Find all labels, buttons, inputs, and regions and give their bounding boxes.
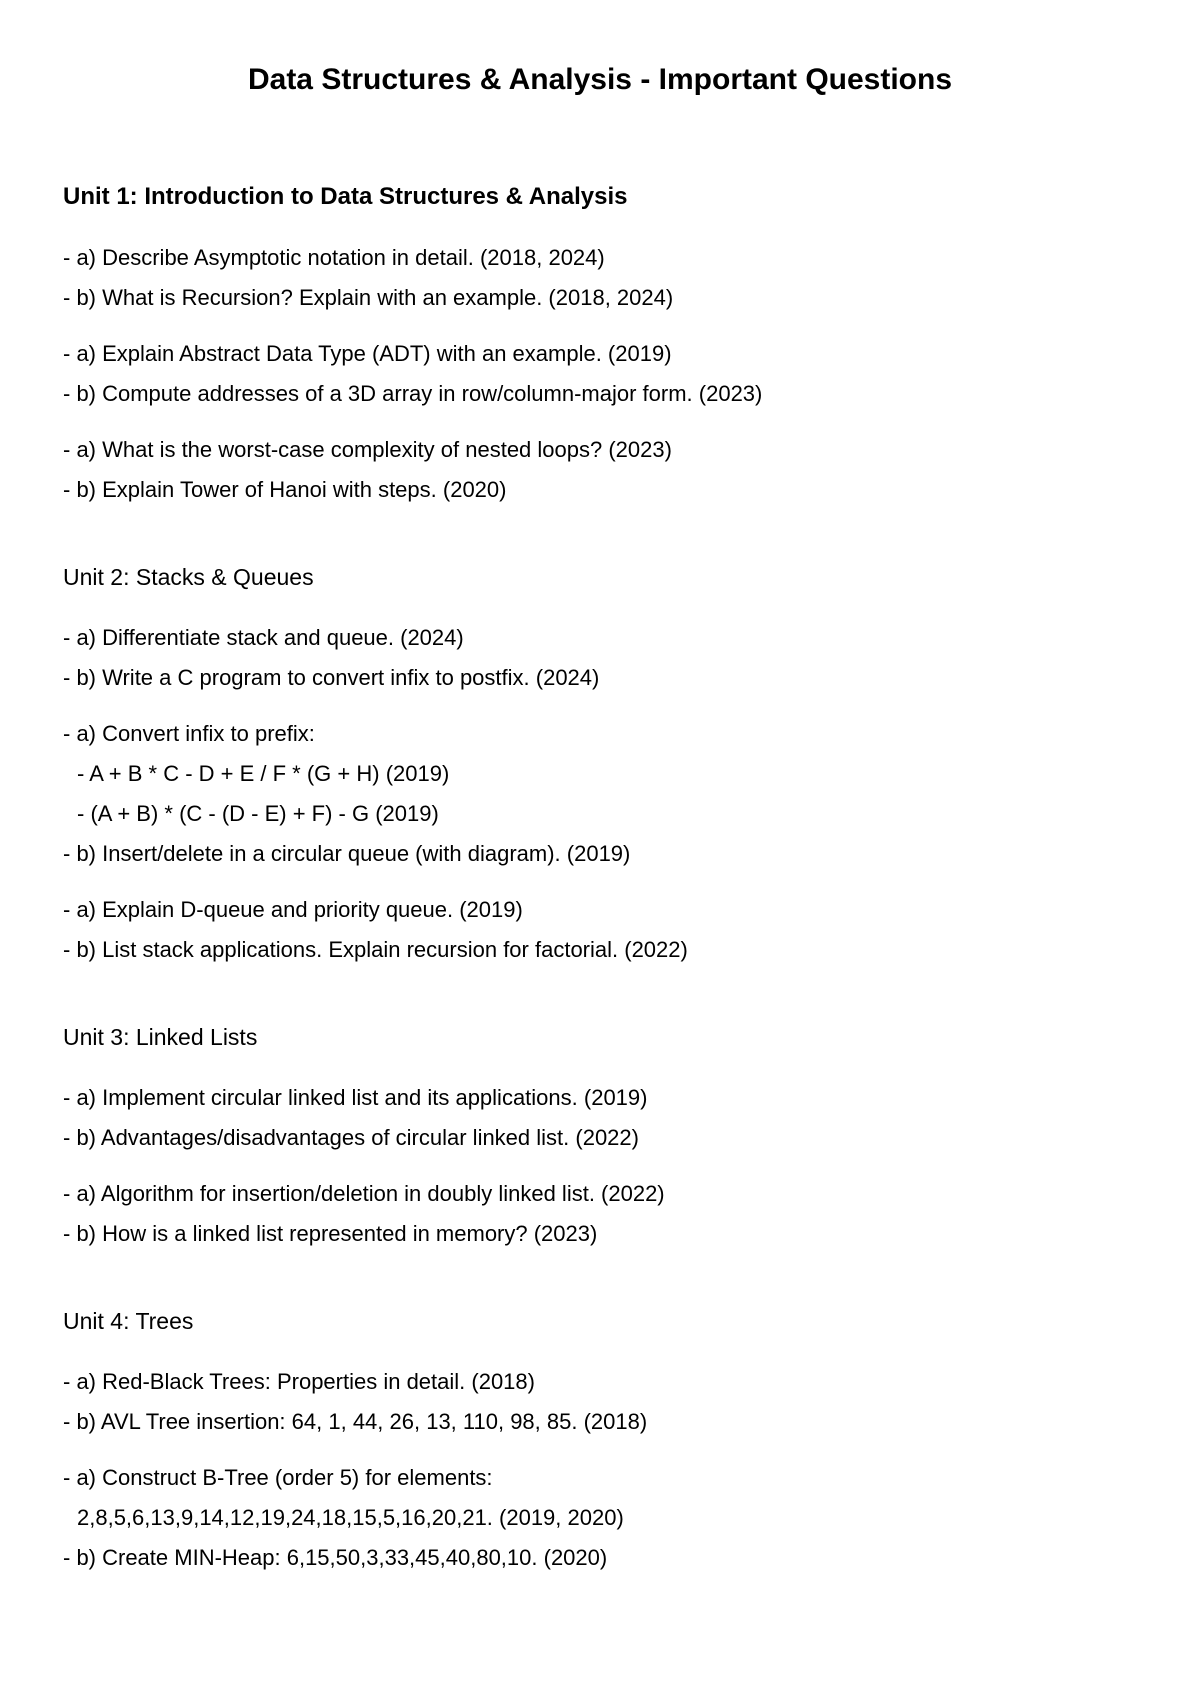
- question-line: - b) Explain Tower of Hanoi with steps. (2020): [63, 477, 507, 502]
- question-line: - b) Advantages/disadvantages of circular linked list. (2022): [63, 1125, 639, 1150]
- unit-section: [63, 1022, 1143, 1254]
- question-group: [63, 618, 1143, 698]
- unit-heading: Unit 2: Stacks & Queues: [63, 564, 314, 590]
- unit-section: [63, 562, 1143, 970]
- question-line: - a) Explain D-queue and priority queue. (2019): [63, 897, 523, 922]
- question-group: [63, 430, 1143, 510]
- question-line: - b) List stack applications. Explain recursion for factorial. (2022): [63, 937, 688, 962]
- question-line: - a) Convert infix to prefix:: [63, 721, 315, 746]
- question-line: - a) Construct B-Tree (order 5) for elements:: [63, 1465, 493, 1490]
- question-group: [63, 714, 1143, 874]
- question-group: [63, 334, 1143, 414]
- question-line: 2,8,5,6,13,9,14,12,19,24,18,15,5,16,20,21. (2019, 2020): [77, 1505, 624, 1530]
- question-line: - a) What is the worst-case complexity of nested loops? (2023): [63, 437, 672, 462]
- question-line: - a) Differentiate stack and queue. (2024): [63, 625, 464, 650]
- question-group: [63, 238, 1143, 318]
- unit-heading: Unit 4: Trees: [63, 1308, 194, 1334]
- unit-heading: Unit 3: Linked Lists: [63, 1024, 258, 1050]
- question-line: - a) Implement circular linked list and its applications. (2019): [63, 1085, 648, 1110]
- question-line: - b) AVL Tree insertion: 64, 1, 44, 26, 13, 110, 98, 85. (2018): [63, 1409, 648, 1434]
- question-group: [63, 1174, 1143, 1254]
- unit-section: [63, 1306, 1143, 1578]
- question-line: - a) Describe Asymptotic notation in detail. (2018, 2024): [63, 245, 605, 270]
- question-line: - A + B * C - D + E / F * (G + H) (2019): [77, 761, 450, 786]
- question-line: - b) Compute addresses of a 3D array in row/column-major form. (2023): [63, 381, 763, 406]
- question-line: - a) Red-Black Trees: Properties in detail. (2018): [63, 1369, 535, 1394]
- question-group: [63, 1458, 1143, 1578]
- question-group: [63, 1078, 1143, 1158]
- unit-heading: Unit 1: Introduction to Data Structures & Analysis: [63, 183, 628, 210]
- unit-section: [63, 182, 1143, 510]
- question-line: - a) Explain Abstract Data Type (ADT) with an example. (2019): [63, 341, 672, 366]
- question-line: - b) How is a linked list represented in memory? (2023): [63, 1221, 598, 1246]
- question-line: - b) What is Recursion? Explain with an example. (2018, 2024): [63, 285, 674, 310]
- question-line: - b) Insert/delete in a circular queue (with diagram). (2019): [63, 841, 631, 866]
- question-line: - (A + B) * (C - (D - E) + F) - G (2019): [77, 801, 439, 826]
- page-title: Data Structures & Analysis - Important Questions: [247, 63, 953, 96]
- question-group: [63, 1362, 1143, 1442]
- question-line: - b) Write a C program to convert infix to postfix. (2024): [63, 665, 600, 690]
- question-line: - b) Create MIN-Heap: 6,15,50,3,33,45,40,80,10. (2020): [63, 1545, 608, 1570]
- question-line: - a) Algorithm for insertion/deletion in doubly linked list. (2022): [63, 1181, 665, 1206]
- question-list: [63, 182, 1143, 1578]
- question-group: [63, 890, 1143, 970]
